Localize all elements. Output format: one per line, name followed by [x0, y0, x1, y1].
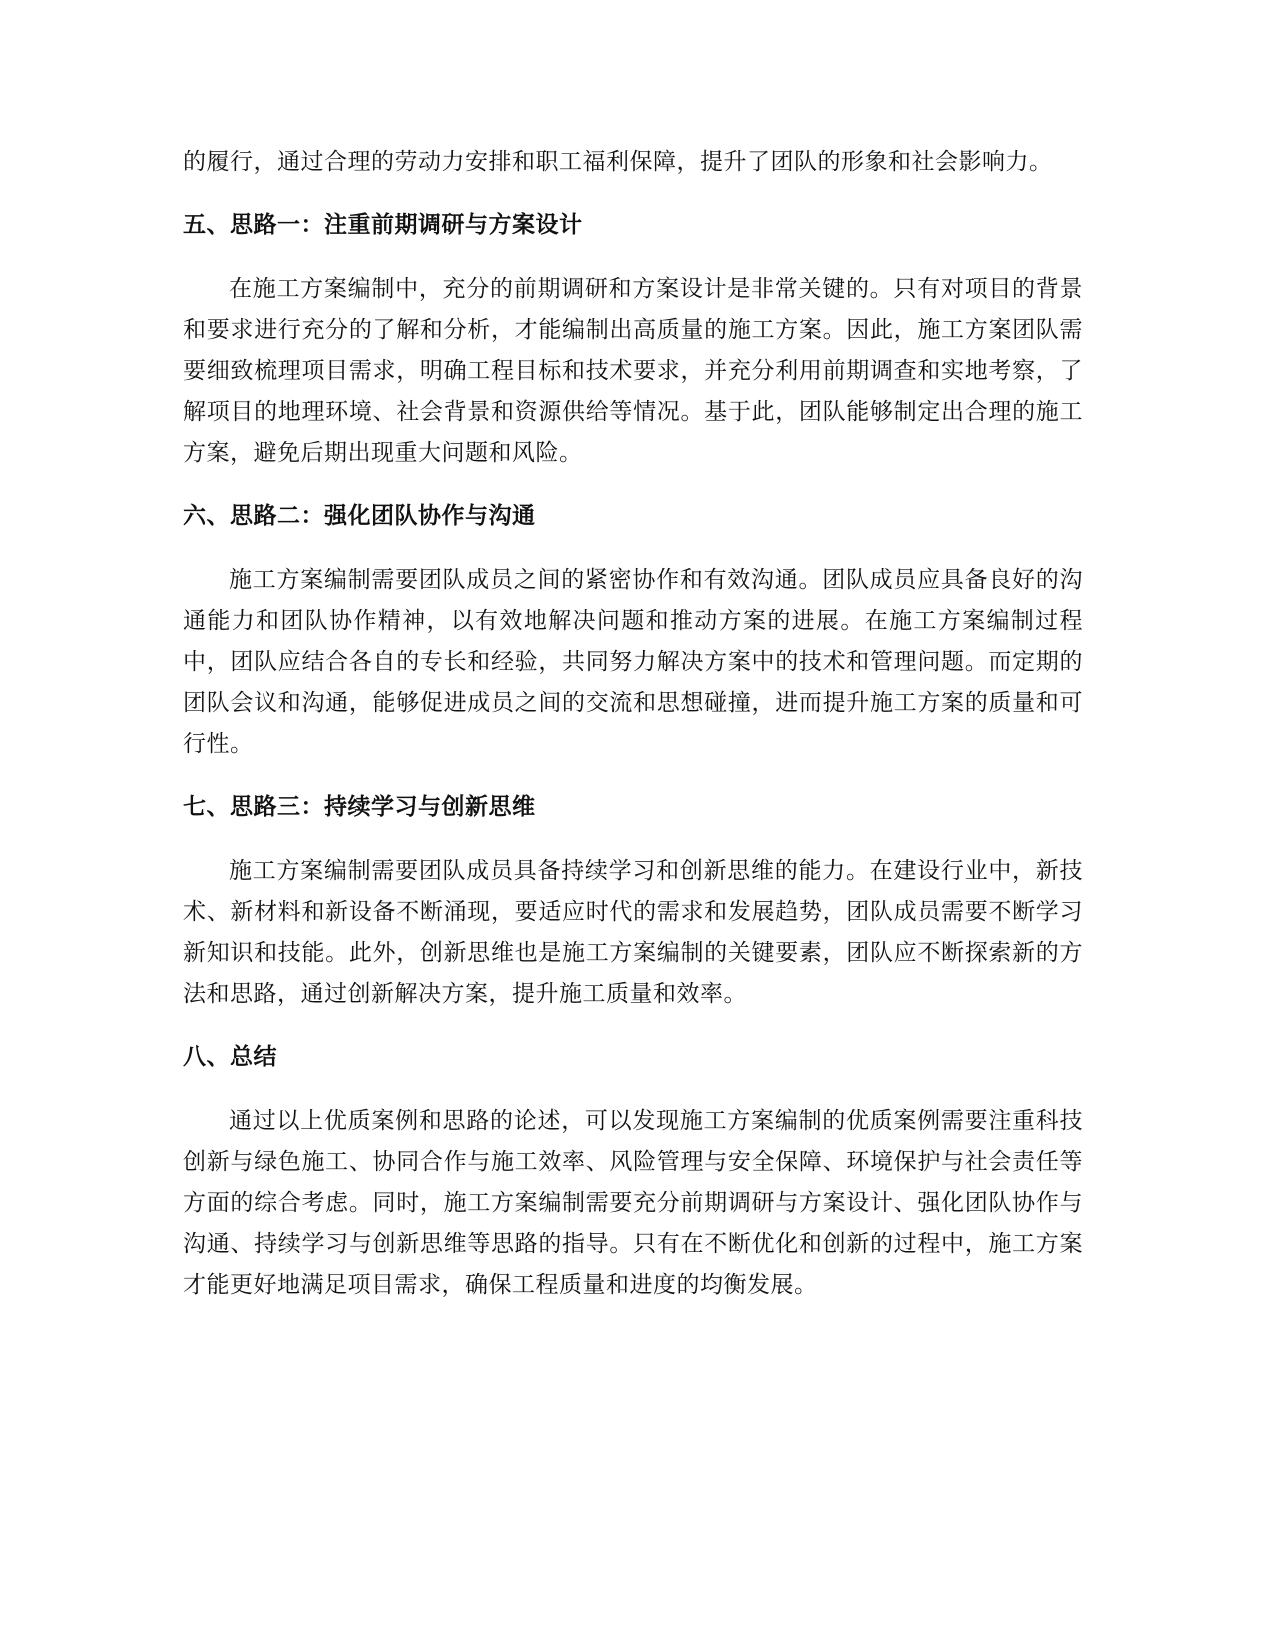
- section-heading-7: 七、思路三：持续学习与创新思维: [183, 794, 536, 820]
- section-body-6: 施工方案编制需要团队成员之间的紧密协作和有效沟通。团队成员应具备良好的沟通能力和团队协作精神，以有效地解决问题和推动方案的进展。在施工方案编制过程中，团队应结合各自的专长和经验，共同努力解决方案中的技术和管理问题。而定期的团队会议和沟通，能够促进成员之间的交流和思想碰撞，进而提升施工方案的质量和可行性。: [183, 567, 1083, 757]
- continuation-paragraph: 的履行，通过合理的劳动力安排和职工福利保障，提升了团队的形象和社会影响力。: [183, 149, 1053, 175]
- section-heading-8: 八、总结: [183, 1044, 277, 1070]
- section-body-7: 施工方案编制需要团队成员具备持续学习和创新思维的能力。在建设行业中，新技术、新材料和新设备不断涌现，要适应时代的需求和发展趋势，团队成员需要不断学习新知识和技能。此外，创新思维也是施工方案编制的关键要素，团队应不断探索新的方法和思路，通过创新解决方案，提升施工质量和效率。: [183, 858, 1083, 1007]
- document-page: [183, 142, 1083, 1306]
- section-body-8: 通过以上优质案例和思路的论述，可以发现施工方案编制的优质案例需要注重科技创新与绿色施工、协同合作与施工效率、风险管理与安全保障、环境保护与社会责任等方面的综合考虑。同时，施工方案编制需要充分前期调研与方案设计、强化团队协作与沟通、持续学习与创新思维等思路的指导。只有在不断优化和创新的过程中，施工方案才能更好地满足项目需求，确保工程质量和进度的均衡发展。: [183, 1108, 1083, 1298]
- section-body-5: 在施工方案编制中，充分的前期调研和方案设计是非常关键的。只有对项目的背景和要求进行充分的了解和分析，才能编制出高质量的施工方案。因此，施工方案团队需要细致梳理项目需求，明确工程目标和技术要求，并充分利用前期调查和实地考察，了解项目的地理环境、社会背景和资源供给等情况。基于此，团队能够制定出合理的施工方案，避免后期出现重大问题和风险。: [183, 276, 1083, 466]
- section-heading-5: 五、思路一：注重前期调研与方案设计: [183, 212, 583, 238]
- section-heading-6: 六、思路二：强化团队协作与沟通: [183, 503, 536, 529]
